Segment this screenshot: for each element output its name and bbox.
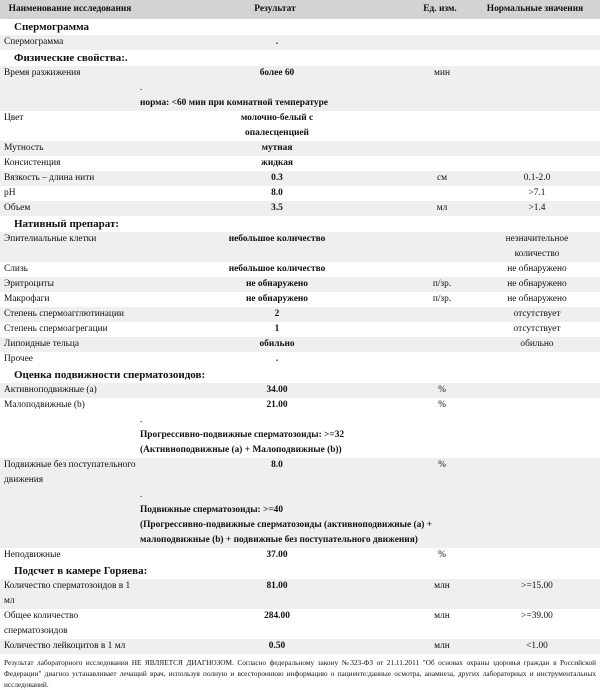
note-row: малоподвижные (b) + подвижные без поступательного движения)	[0, 533, 600, 548]
table-row: количество	[0, 247, 600, 262]
table-row: Степень спермоагглютинации 2 отсутствует	[0, 307, 600, 322]
header-unit: Ед. изм.	[410, 0, 470, 19]
table-row: Количество сперматозоидов в 1 мл 81.00 млн >=15.00	[0, 579, 600, 609]
table-row: опалесценцией	[0, 126, 600, 141]
header-result: Результат	[140, 0, 410, 19]
note-row: .	[0, 81, 600, 96]
table-row: Слизь небольшое количество не обнаружено	[0, 262, 600, 277]
header-name: Наименование исследования	[0, 0, 140, 19]
table-row: Время разжижения более 60 мин	[0, 66, 600, 81]
section-title: Оценка подвижности сперматозоидов:	[0, 367, 600, 383]
table-row: Консистенция жидкая	[0, 156, 600, 171]
table-row: pH 8.0 >7.1	[0, 186, 600, 201]
section-title: Подсчет в камере Горяева:	[0, 563, 600, 579]
section-title: Физические свойства:.	[0, 50, 600, 66]
table-row: Эпителиальные клетки небольшое количество незначительное	[0, 232, 600, 247]
note-row: .	[0, 413, 600, 428]
note-row: Подвижные сперматозоиды: >=40	[0, 503, 600, 518]
table-row: Общее количество сперматозоидов 284.00 млн >=39.00	[0, 609, 600, 639]
table-row: Неподвижные 37.00 %	[0, 548, 600, 563]
disclaimer-footer: Результат лабораторного исследования НЕ ЯВЛЯЕТСЯ ДИАГНОЗОМ. Согласно федеральному закону №323-ФЗ от 21.11.2011 "Об основах охраны здоровья граждан в Российской Федерации" диагноз устанавливает лечащий врач, используя полную и всестороннюю информацию о пациенте:данные осмотра, анамнеза, других лабораторных и инструментальных исследований.	[4, 658, 596, 689]
table-row: Мутность мутная	[0, 141, 600, 156]
note-row: .	[0, 488, 600, 503]
table-row: Объем 3.5 мл >1.4	[0, 201, 600, 216]
note-row: (Прогрессивно-подвижные сперматозоиды (активноподвижные (a) +	[0, 518, 600, 533]
table-row: движения	[0, 473, 600, 488]
table-row: Подвижные без поступательного 8.0 %	[0, 458, 600, 473]
note-row: (Активноподвижные (a) + Малоподвижные (b))	[0, 443, 600, 458]
table-row: Эритроциты не обнаружено п/зр. не обнаружено	[0, 277, 600, 292]
table-header	[0, 0, 600, 19]
section-title: Спермограмма	[0, 19, 600, 35]
table-row: Количество лейкоцитов в 1 мл 0.50 млн <1.00	[0, 639, 600, 654]
table-row: Цвет молочно-белый с	[0, 111, 600, 126]
table-row: Прочее .	[0, 352, 600, 367]
table-row: Вязкость – длина нити 0.3 см 0.1-2.0	[0, 171, 600, 186]
table-row: Спермограмма .	[0, 35, 600, 50]
table-row: Малоподвижные (b) 21.00 %	[0, 398, 600, 413]
header-norm: Нормальные значения	[470, 0, 600, 19]
section-title: Нативный препарат:	[0, 216, 600, 232]
table-row: Макрофаги не обнаружено п/зр. не обнаружено	[0, 292, 600, 307]
note-row: норма: <60 мин при комнатной температуре	[0, 96, 600, 111]
table-row: Степень спермоагрегации 1 отсутствует	[0, 322, 600, 337]
table-row: Липоидные тельца обильно обильно	[0, 337, 600, 352]
note-row: Прогрессивно-подвижные сперматозоиды: >=32	[0, 428, 600, 443]
table-row: Активноподвижные (a) 34.00 %	[0, 383, 600, 398]
